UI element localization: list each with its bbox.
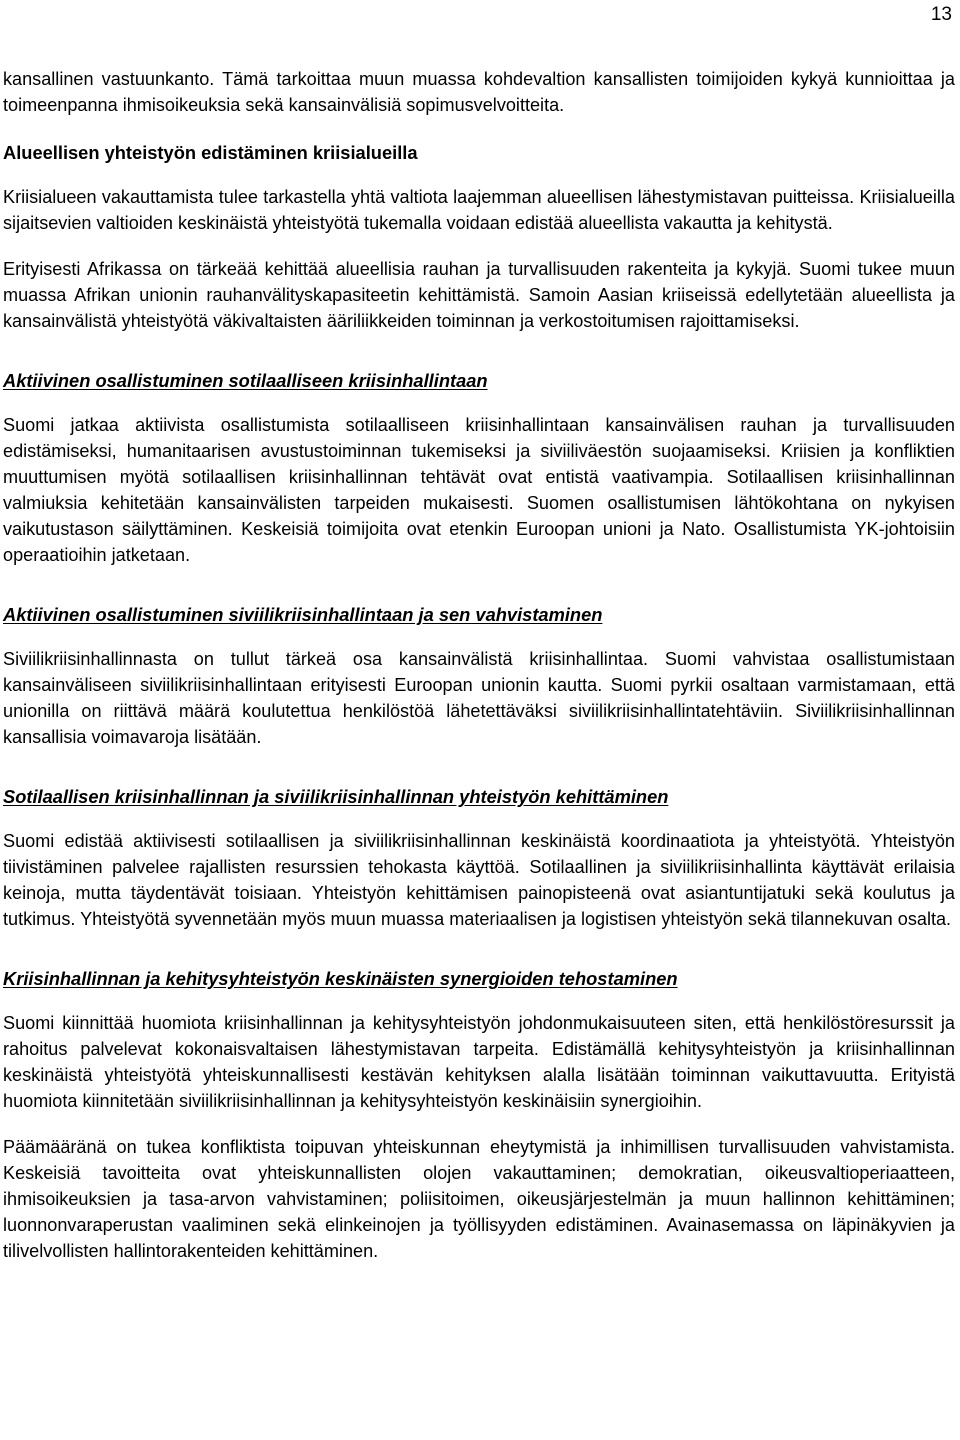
intro-paragraph: kansallinen vastuunkanto. Tämä tarkoittaa muun muassa kohdevaltion kansallisten toimijoiden kykyä kunnioittaa ja toimeenpanna ihmisoikeuksia sekä kansainvälisiä sopimusvelvoitteita. (3, 69, 955, 115)
section-heading-development-synergies: Kriisinhallinnan ja kehitysyhteistyön keskinäisten synergioiden tehostaminen (3, 968, 678, 989)
page-number: 13 (930, 4, 952, 25)
section-paragraph: Suomi jatkaa aktiivista osallistumista sotilaalliseen kriisinhallintaan kansainvälisen rauhan ja turvallisuuden edistämiseksi, humanitaarisen avustustoiminnan tukemiseksi ja siviiliväestön suojaamiseksi. Kriisien ja konfliktien muuttumisen myötä sotilaallisen kriisinhallinnan tehtävät ovat entistä vaativampia. Sotilaallisen kriisinhallinnan valmiuksia kehitetään kansainvälisten tarpeiden mukaisesti. Suomen osallistumisen lähtökohtana on nykyisen vaikutustason säilyttäminen. Keskeisiä toimijoita ovat etenkin Euroopan unioni ja Nato. Osallistumista YK-johtoisiin operaatioihin jatketaan. (3, 415, 955, 565)
section-paragraph: Suomi kiinnittää huomiota kriisinhallinnan ja kehitysyhteistyön johdonmukaisuuteen siten, että henkilöstöresurssit ja rahoitus palvelevat kokonaisvaltaisen lähestymistavan tarpeita. Edistämällä kehitysyhteistyön ja kriisinhallinnan keskinäistä yhteistyötä yhteiskunnallisesti kestävän kehityksen alalla lisätään toiminnan vaikuttavuutta. Erityistä huomiota kiinnitetään siviilikriisinhallinnan ja kehitysyhteistyön keskinäisiin synergioihin. (3, 1013, 955, 1111)
section-heading-regional-cooperation: Alueellisen yhteistyön edistäminen kriisialueilla (3, 142, 418, 163)
section-paragraph: Erityisesti Afrikassa on tärkeää kehittää alueellisia rauhan ja turvallisuuden rakenteita ja kykyjä. Suomi tukee muun muassa Afrikan unionin rauhanvälityskapasiteetin kehittämistä. Samoin Aasian kriiseissä edellytetään alueellista ja kansainvälistä yhteistyötä väkivaltaisten ääriliikkeiden toiminnan ja verkostoitumisen rajoittamiseksi. (3, 259, 955, 331)
section-paragraph: Suomi edistää aktiivisesti sotilaallisen ja siviilikriisinhallinnan keskinäistä koordinaatiota ja yhteistyötä. Yhteistyön tiivistäminen palvelee rajallisten resurssien tehokasta käyttöä. Sotilaallinen ja siviilikriisinhallinta käyttävät erilaisia keinoja, mutta täydentävät toisiaan. Yhteistyön kehittämisen painopisteenä ovat asiantuntijatuki sekä koulutus ja tutkimus. Yhteistyötä syvennetään myös muun muassa materiaalisen ja logistisen yhteistyön sekä tilannekuvan osalta. (3, 831, 955, 929)
section-paragraph: Päämääränä on tukea konfliktista toipuvan yhteiskunnan eheytymistä ja inhimillisen turvallisuuden vahvistamista. Keskeisiä tavoitteita ovat yhteiskunnallisten olojen vakauttaminen; demokratian, oikeusvaltioperiaatteen, ihmisoikeuksien ja tasa-arvon vahvistaminen; poliisitoimen, oikeusjärjestelmän ja muun hallinnon kehittäminen; luonnonvaraperustan vaaliminen sekä elinkeinojen ja työllisyyden edistäminen. Avainasemassa on läpinäkyvien ja tilivelvollisten hallintorakenteiden kehittäminen. (3, 1137, 955, 1261)
section-heading-civilian-crisis-management: Aktiivinen osallistuminen siviilikriisinhallintaan ja sen vahvistaminen (3, 604, 603, 625)
section-paragraph: Kriisialueen vakauttamista tulee tarkastella yhtä valtiota laajemman alueellisen lähestymistavan puitteissa. Kriisialueilla sijaitsevien valtioiden keskinäistä yhteistyötä tukemalla voidaan edistää alueellista vakautta ja kehitystä. (3, 187, 955, 233)
document-body (3, 66, 955, 1264)
section-paragraph: Siviilikriisinhallinnasta on tullut tärkeä osa kansainvälistä kriisinhallintaa. Suomi vahvistaa osallistumistaan kansainväliseen siviilikriisinhallintaan erityisesti Euroopan unionin kautta. Suomi pyrkii osaltaan varmistamaan, että unionilla on riittävä määrä koulutettua henkilöstöä lähetettäväksi siviilikriisinhallintatehtäviin. Siviilikriisinhallinnan kansallisia voimavaroja lisätään. (3, 649, 955, 747)
section-heading-military-crisis-management: Aktiivinen osallistuminen sotilaalliseen kriisinhallintaan (3, 370, 488, 391)
section-heading-civil-military-cooperation: Sotilaallisen kriisinhallinnan ja siviilikriisinhallinnan yhteistyön kehittäminen (3, 786, 669, 807)
